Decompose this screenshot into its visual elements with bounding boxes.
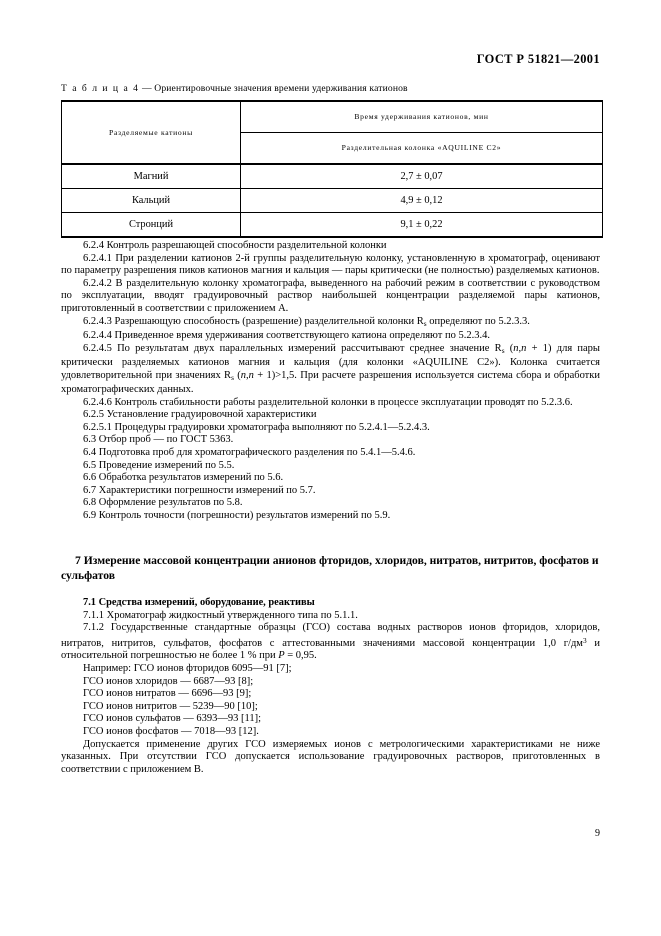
clause-6-2-4-3-text-a: 6.2.4.3 Разрешающую способность (разрешение) разделительной колонки R bbox=[83, 315, 424, 327]
page-number: 9 bbox=[595, 828, 600, 839]
clause-6-9: 6.9 Контроль точности (погрешности) результатов измерений по 5.9. bbox=[83, 509, 391, 521]
gso-list-item: ГСО ионов хлоридов — 6687—93 [8]; bbox=[83, 675, 254, 687]
cell-cation-name: Стронций bbox=[62, 213, 241, 238]
table-caption-text: — Ориентировочные значения времени удерживания катионов bbox=[139, 83, 408, 94]
clause-7-1-2 bbox=[61, 622, 600, 663]
pair-index-italic: n,n bbox=[513, 342, 527, 354]
clause-6-2-4-4: 6.2.4.4 Приведенное время удерживания соответствующего катиона определяют по 5.2.3.4. bbox=[83, 329, 490, 341]
resolution-subscript: s bbox=[501, 345, 505, 355]
cell-cation-name: Магний bbox=[62, 164, 241, 189]
gso-list-item: ГСО ионов фосфатов — 7018—93 [12]. bbox=[83, 725, 259, 737]
clause-6-2-4-2: 6.2.4.2 В разделительную колонку хроматографа, выведенного на рабочий режим в соответствии с руководством по эксплуатации, вводят градуировочный раствор наибольшей концентрации разделяемой пары катионов, приготовленный в соответствии с приложением А. bbox=[61, 277, 600, 314]
table-row bbox=[62, 189, 603, 213]
clause-6-2-4-5-text-b: ( bbox=[504, 342, 514, 354]
clause-6-7: 6.7 Характеристики погрешности измерений по 5.7. bbox=[83, 484, 316, 496]
pair-index-italic: n,n bbox=[240, 369, 254, 381]
clause-7-1-2-text-b: и относительной погрешностью не более 1 % при bbox=[61, 637, 600, 662]
table-caption bbox=[61, 83, 408, 94]
gso-intro: Например: ГСО ионов фторидов 6095—91 [7]; bbox=[83, 663, 292, 674]
cubic-decimetre-superscript: 3 bbox=[582, 635, 587, 645]
clause-7-1-2-closing: Допускается применение других ГСО измеряемых ионов с метрологическими характеристиками не ниже указанных. При отсутствии ГСО допускается использование градуировочных растворов, приготовленных в соответствии с приложением В. bbox=[61, 738, 600, 775]
subsection-7-1-title: 7.1 Средства измерений, оборудование, реактивы bbox=[83, 596, 315, 608]
section-7-title: 7 Измерение массовой концентрации анионов фторидов, хлоридов, нитратов, нитритов, фосфатов и сульфатов bbox=[61, 553, 599, 582]
clause-6-4: 6.4 Подготовка проб для хроматографического разделения по 5.4.1—5.4.6. bbox=[83, 446, 416, 458]
clause-6-2-4-3-text-b: определяют по 5.2.3.3. bbox=[426, 315, 530, 327]
heading-spacer bbox=[61, 583, 600, 597]
clause-6-2-4-6: 6.2.4.6 Контроль стабильности работы разделительной колонки в процессе эксплуатации проводят по 5.2.3.6. bbox=[83, 396, 573, 408]
clause-6-6: 6.6 Обработка результатов измерений по 5.6. bbox=[83, 472, 284, 484]
clause-6-2-5-1: 6.2.5.1 Процедуры градуировки хроматографа выполняют по 5.2.4.1—5.2.4.3. bbox=[83, 421, 430, 433]
clause-6-2-4-5-text-d: ( bbox=[233, 369, 241, 381]
gso-list-item: ГСО ионов нитритов — 5239—90 [10]; bbox=[83, 700, 258, 712]
cell-cation-name: Кальций bbox=[62, 189, 241, 213]
clause-7-1-2-text-c: = 0,95. bbox=[284, 650, 317, 662]
clause-6-5: 6.5 Проведение измерений по 5.5. bbox=[83, 459, 235, 471]
retention-table bbox=[61, 100, 603, 238]
clause-6-2-4-5 bbox=[61, 343, 600, 397]
clause-6-2-4-5-text-e: + 1)>1,5. При расчете разрешения используется система сбора и обработки хроматографических данных. bbox=[61, 369, 600, 396]
table-row bbox=[62, 164, 603, 189]
retention-table-wrapper bbox=[61, 100, 600, 238]
section-spacer bbox=[61, 523, 600, 553]
clause-6-2-4-5-text-c: + 1) для пары критически разделяемых катионов магния и кальция (для колонки «AQUILINE C2»). Колонка считается удовлетворительной при значениях R bbox=[61, 342, 600, 381]
cell-retention-value: 4,9 ± 0,12 bbox=[241, 189, 603, 213]
clause-6-2-5: 6.2.5 Установление градуировочной характеристики bbox=[83, 409, 317, 421]
clause-6-2-4: 6.2.4 Контроль разрешающей способности разделительной колонки bbox=[83, 240, 387, 251]
header-cell-retention-time: Время удерживания катионов, мин bbox=[241, 101, 603, 133]
cell-retention-value: 9,1 ± 0,22 bbox=[241, 213, 603, 238]
table-header-row-1 bbox=[62, 101, 603, 133]
resolution-subscript: s bbox=[231, 372, 234, 382]
gso-list-item: ГСО ионов нитратов — 6696—93 [9]; bbox=[83, 688, 252, 700]
body-text bbox=[61, 240, 600, 776]
resolution-subscript: s bbox=[423, 318, 427, 328]
cell-retention-value: 2,7 ± 0,07 bbox=[241, 164, 603, 189]
header-cell-cations: Разделяемые катионы bbox=[62, 101, 241, 164]
clause-6-2-4-3 bbox=[61, 316, 600, 330]
clause-6-3: 6.3 Отбор проб — по ГОСТ 5363. bbox=[83, 434, 234, 446]
running-header: ГОСТ Р 51821—2001 bbox=[476, 52, 600, 66]
clause-6-2-4-1: 6.2.4.1 При разделении катионов 2-й группы разделительную колонку, установленную в хроматограф, оценивают по параметру разрешения пиков катионов магния и кальция — пары критически (не полностью) разделяемых катионов. bbox=[61, 252, 600, 277]
clause-6-2-4-5-text-a: 6.2.4.5 По результатам двух параллельных измерений рассчитывают среднее значение R bbox=[83, 342, 502, 354]
clause-7-1-1: 7.1.1 Хроматограф жидкостный утвержденного типа по 5.1.1. bbox=[83, 609, 358, 621]
header-cell-column-type: Разделительная колонка «AQUILINE C2» bbox=[241, 133, 603, 165]
table-caption-prefix: Т а б л и ц а 4 bbox=[61, 83, 140, 94]
clause-6-8: 6.8 Оформление результатов по 5.8. bbox=[83, 497, 243, 509]
confidence-probability-symbol: P bbox=[278, 650, 285, 662]
clause-7-1-2-text-a: 7.1.2 Государственные стандартные образцы (ГСО) состава водных растворов ионов фторидов, хлоридов, нитратов, нитритов, сульфатов, фосфатов с аттестованными значениями массовой концентрации 1,0 г/дм bbox=[61, 622, 600, 649]
table-row bbox=[62, 213, 603, 238]
gso-list-item: ГСО ионов сульфатов — 6393—93 [11]; bbox=[83, 713, 262, 725]
